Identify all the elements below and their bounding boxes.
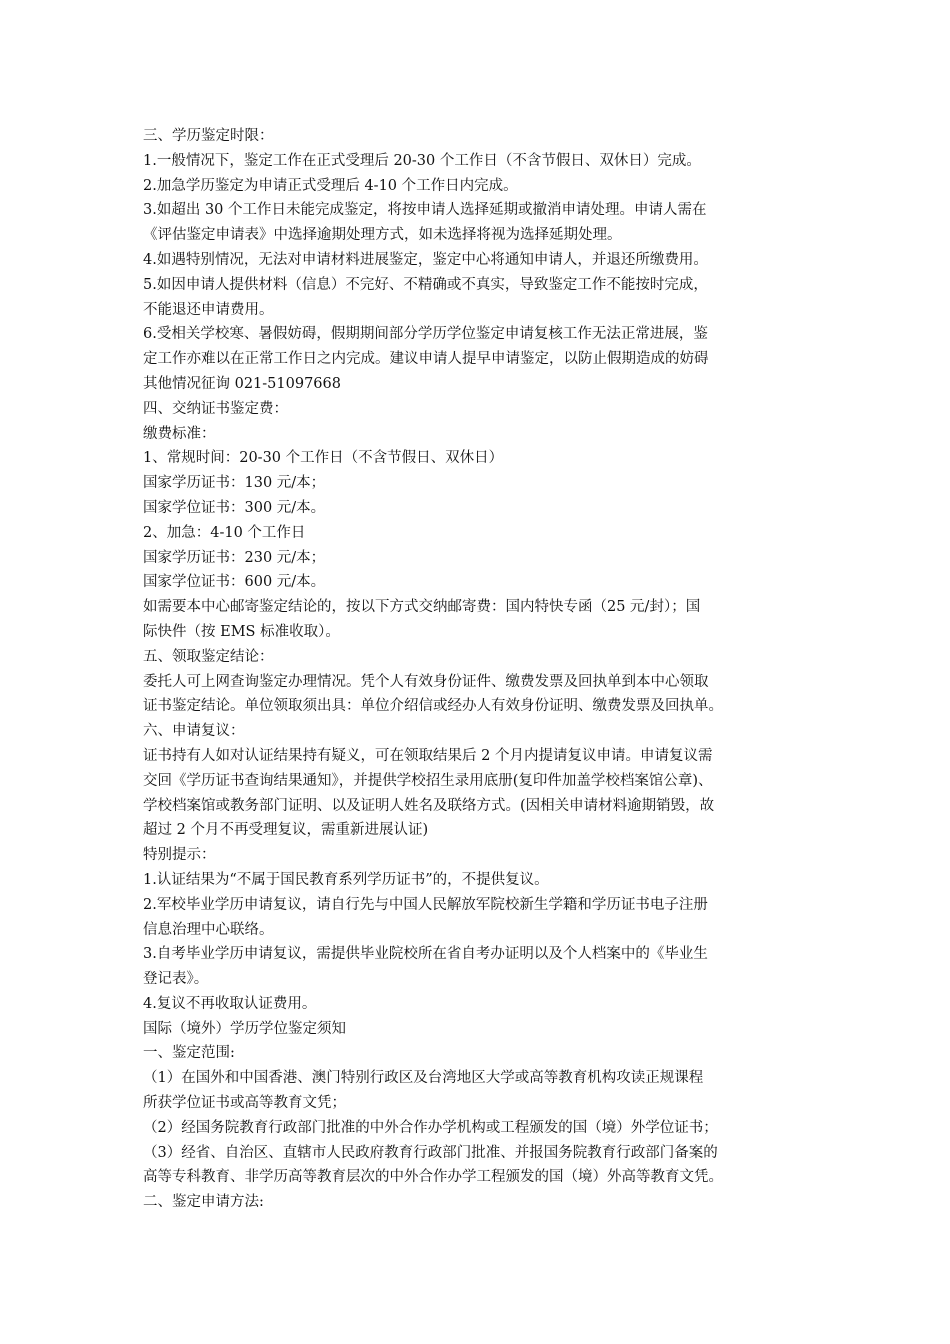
text-line: 1、常规时间：20-30 个工作日（不含节假日、双休日） (143, 450, 504, 467)
text-line: 2.加急学历鉴定为申请正式受理后 4-10 个工作日内完成。 (143, 177, 518, 194)
text-line: 国家学历证书：230 元/本； (143, 549, 326, 566)
text-line: 3.自考毕业学历申请复议，需提供毕业院校所在省自考办证明以及个人档案中的《毕业生 (143, 946, 708, 963)
text-line: 三、学历鉴定时限： (143, 128, 274, 144)
text-line: 委托人可上网查询鉴定办理情况。凭个人有效身份证件、缴费发票及回执单到本中心领取 (143, 673, 709, 690)
text-line: 国际（境外）学历学位鉴定须知 (143, 1020, 346, 1037)
text-line: 6.受相关学校寒、暑假妨碍，假期期间部分学历学位鉴定申请复核工作无法正常进展，鉴 (143, 326, 708, 343)
text-line: 学校档案馆或教务部门证明、以及证明人姓名及联络方式。(因相关申请材料逾期销毁，故 (143, 797, 715, 814)
text-line: 信息治理中心联络。 (143, 921, 274, 938)
document-body (143, 124, 809, 1215)
text-line: 二、鉴定申请方法: (143, 1194, 264, 1211)
text-line: 际快件（按 EMS 标准收取）。 (143, 623, 340, 640)
text-line: 国家学位证书：600 元/本。 (143, 574, 326, 591)
text-line: 证书鉴定结论。单位领取须出具：单位介绍信或经办人有效身份证明、缴费发票及回执单。 (143, 698, 723, 715)
text-line: 登记表》。 (143, 971, 209, 988)
text-line: 高等专科教育、非学历高等教育层次的中外合作办学工程颁发的国（境）外高等教育文凭。 (143, 1169, 723, 1186)
text-line: 国家学历证书：130 元/本； (143, 475, 326, 492)
text-line: 缴费标准： (143, 425, 216, 442)
text-line: 其他情况征询 021-51097668 (143, 375, 341, 392)
text-line: 一、鉴定范围: (143, 1045, 235, 1062)
text-line: 五、领取鉴定结论： (143, 648, 274, 665)
text-line: 定工作亦难以在正常工作日之内完成。建议申请人提早申请鉴定，以防止假期造成的妨碍 (143, 351, 709, 368)
text-line: （3）经省、自治区、直辖市人民政府教育行政部门批准、并报国务院教育行政部门备案的 (143, 1144, 718, 1161)
text-line: 四、交纳证书鉴定费： (143, 400, 288, 417)
text-line: 交回《学历证书查询结果通知》，并提供学校招生录用底册(复印件加盖学校档案馆公章)、 (143, 772, 713, 789)
text-line: 2.军校毕业学历申请复议，请自行先与中国人民解放军院校新生学籍和学历证书电子注册 (143, 896, 708, 913)
text-line: 2、加急：4-10 个工作日 (143, 524, 306, 541)
text-line: 4.如遇特别情况，无法对申请材料进展鉴定，鉴定中心将通知申请人，并退还所缴费用。 (143, 251, 708, 268)
text-line: 所获学位证书或高等教育文凭； (143, 1095, 346, 1112)
text-line: 不能退还申请费用。 (143, 301, 274, 318)
text-line: 国家学位证书：300 元/本。 (143, 499, 326, 516)
text-line: 证书持有人如对认证结果持有疑义，可在领取结果后 2 个月内提请复议申请。申请复议需 (143, 747, 713, 764)
text-line: 《评估鉴定申请表》中选择逾期处理方式，如未选择将视为选择延期处理。 (143, 227, 622, 244)
text-line: 1.一般情况下，鉴定工作在正式受理后 20-30 个工作日（不含节假日、双休日）完成。 (143, 152, 701, 169)
text-line: 特别提示： (143, 847, 216, 864)
text-line: 3.如超出 30 个工作日未能完成鉴定，将按申请人选择延期或撤消申请处理。申请人需在 (143, 202, 707, 219)
text-line: 1.认证结果为“不属于国民教育系列学历证书”的，不提供复议。 (143, 871, 549, 888)
text-line: （1）在国外和中国香港、澳门特别行政区及台湾地区大学或高等教育机构攻读正规课程 (143, 1070, 704, 1087)
text-line: 如需要本中心邮寄鉴定结论的，按以下方式交纳邮寄费：国内特快专函（25 元/封）；国 (143, 599, 701, 616)
text-line: 六、申请复议： (143, 723, 245, 740)
text-line: 5.如因申请人提供材料（信息）不完好、不精确或不真实，导致鉴定工作不能按时完成， (143, 276, 708, 293)
text-line: 4.复议不再收取认证费用。 (143, 995, 317, 1012)
text-line: （2）经国务院教育行政部门批准的中外合作办学机构或工程颁发的国（境）外学位证书； (143, 1119, 718, 1136)
text-line: 超过 2 个月不再受理复议，需重新进展认证) (143, 822, 429, 839)
